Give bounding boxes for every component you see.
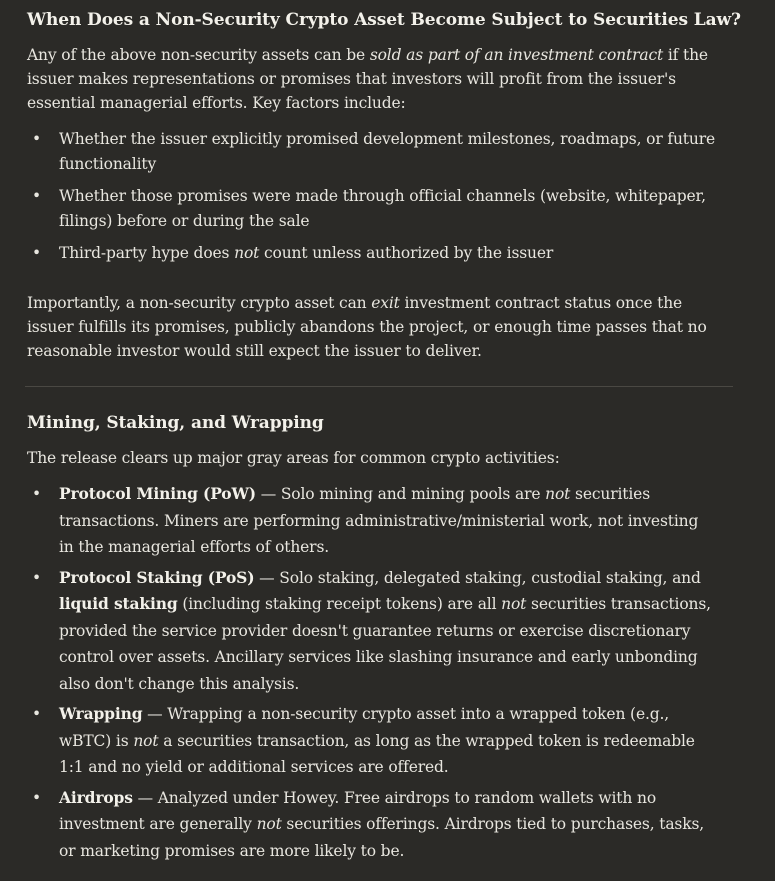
list-item: • Third-party hype does not count unless authorized by the issuer bbox=[27, 241, 717, 266]
key-factors-list bbox=[27, 127, 717, 273]
list-item-airdrops: • Airdrops — Analyzed under Howey. Free airdrops to random wallets with no investment are generally not securities offerings. Airdrops tied to purchases, tasks, or marketing promises are more likely to be. bbox=[27, 785, 717, 865]
list-item-wrapping: • Wrapping — Wrapping a non-security crypto asset into a wrapped token (e.g., wBTC) is not a securities transaction, as long as the wrapped token is redeemable 1:1 and no yield or additional services are offered. bbox=[27, 701, 717, 781]
list-item: • Whether the issuer explicitly promised development milestones, roadmaps, or future functionality bbox=[27, 127, 717, 177]
mining-staking-intro: The release clears up major gray areas for common crypto activities: bbox=[27, 449, 560, 467]
section-heading-mining-staking: Mining, Staking, and Wrapping bbox=[27, 413, 324, 433]
section-heading-securities-law: When Does a Non-Security Crypto Asset Become Subject to Securities Law? bbox=[27, 10, 741, 30]
list-item-mining: • Protocol Mining (PoW) — Solo mining and mining pools are not securities transactions. Miners are performing administrative/ministerial work, not investing in the managerial efforts of others. bbox=[27, 481, 717, 561]
securities-law-intro: Any of the above non-security assets can be sold as part of an investment contract if the issuer makes representations or promises that investors will profit from the issuer's essential managerial efforts. Key factors include: bbox=[27, 46, 708, 112]
activities-list bbox=[27, 481, 717, 868]
section-divider bbox=[25, 386, 733, 387]
securities-law-closing: Importantly, a non-security crypto asset can exit investment contract status once the issuer fulfills its promises, publicly abandons the project, or enough time passes that no reasonable investor would still expect the issuer to deliver. bbox=[27, 294, 707, 360]
list-item: • Whether those promises were made through official channels (website, whitepaper, filings) before or during the sale bbox=[27, 184, 717, 234]
list-item-staking: • Protocol Staking (PoS) — Solo staking, delegated staking, custodial staking, and liquid staking (including staking receipt tokens) are all not securities transactions, provided the service provider doesn't guarantee returns or exercise discretionary control over assets. Ancillary services like slashing insurance and early unbonding also don't change this analysis. bbox=[27, 565, 717, 698]
